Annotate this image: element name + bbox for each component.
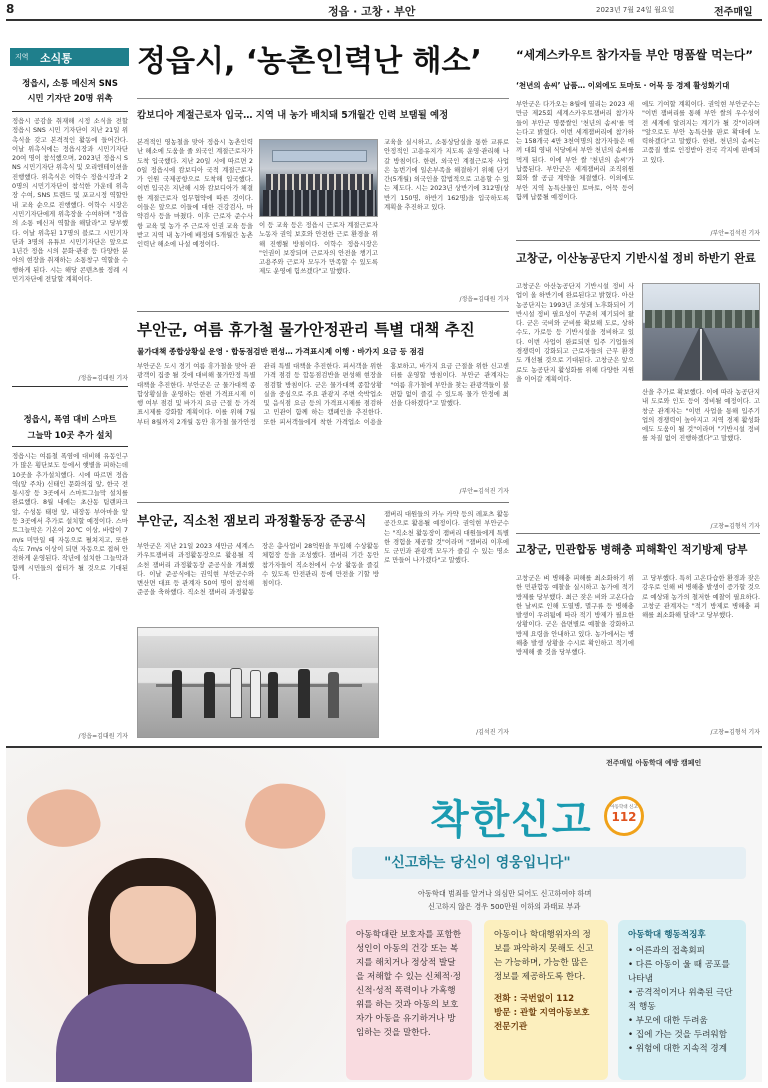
side1-rule: [12, 111, 128, 112]
person-7: [328, 672, 339, 718]
person-2: [204, 672, 215, 718]
box-report-text: 아동이나 학대행위자의 정보를 파악하지 못해도 신고는 가능하며, 가능한 많은 정보를 제공하도록 한다.: [494, 930, 594, 982]
right3-top-rule: [516, 533, 760, 534]
lead-subtitle: 캄보디아 계절근로자 입국… 지역 내 농가 배치돼 5개월간 인력 보탬될 예정: [137, 110, 449, 121]
buan2-byline: /김석진 기자: [476, 729, 509, 736]
right2-photo-road: [642, 283, 760, 381]
person-6: [298, 669, 310, 718]
lead-rule: [137, 98, 509, 99]
ad-campaign-label: 전주매일 아동학대 예방 캠페인: [606, 759, 702, 767]
ad-box-definition: [346, 920, 472, 1080]
side2-title: 정읍시, 폭염 대비 스마트 그늘막 10곳 추가 설치: [23, 414, 117, 440]
badge-number: 112: [611, 810, 637, 824]
side1-title: 정읍시, 소통 메신저 SNS 시민 기자단 20명 위촉: [22, 78, 118, 103]
box-definition-text: 아동학대란 보호자를 포함한 성인이 아동의 건강 또는 복지를 해치거나 정상적 발달을 저해할 수 있는 신체적·정신적·성적 폭력이나 가혹행위를 하는 것과 아동의 보호자가 아동을 유기하거나 방임하는 것을 말한다.: [356, 930, 462, 1038]
right2-body-2: 산을 추가로 확보했다. 이에 따라 농공단지 내 도로와 인도 등이 정비될 예정이다. 고창군 관계자는 "이번 사업을 통해 입주기업의 경쟁력이 높아지고 지역 경제 활성화에도 도움이 될 것"이라며 "기반시설 정비를 차질 없이 진행하겠다"고 말했다.: [642, 388, 760, 443]
child-dress: [56, 984, 252, 1082]
right1-body-2: 에도 기여할 계획이다. 권익현 부안군수는 "이번 잼버리를 통해 부안 쌀의 우수성이 전 세계에 알려지는 계기가 될 것"이라며 "앞으로도 부안 농특산물 판로 확대에 노력하겠다"고 말했다. 한편, 천년의 솜씨는 고품질 쌀로 인정받아 전국 각지에 판매되고 있다.: [642, 100, 760, 164]
lead-photo-workers: [259, 139, 378, 217]
sidebar-title: 소식통: [40, 52, 72, 65]
sidebar-banner: [10, 48, 129, 66]
right2-top-rule: [516, 240, 760, 241]
side1-byline: /정읍=김대원 기자: [78, 375, 128, 382]
adult-hand-left: [21, 781, 105, 858]
right1-subtitle: ‘천년의 솜씨’ 납품… 이외에도 토마토 · 어묵 등 경제 활성화기대: [516, 81, 730, 90]
ad-logo-title: 착한신고: [430, 797, 593, 843]
page-number: 8: [6, 2, 15, 16]
ad-desc-1: 아동학대 범죄를 알거나 의심만 되어도 신고하여야 하며: [418, 889, 592, 898]
buan1-subtitle: 물가대책 종합상황실 운영 · 합동점검반 편성… 가격표시제 이행 · 바가지 요금 등 점검: [137, 347, 425, 356]
lead-byline: /정읍=김대원 기자: [459, 296, 509, 303]
right3-body: 고창군은 벼 병해충 피해를 최소화하기 위한 민관합동 예찰을 실시하고 농가에 적기 방제를 당부했다. 최근 잦은 비와 고온다습한 날씨로 인해 도열병, 멸구류 등 병해충 발생이 우려됨에 따라 적기 방제가 필요한 상황이다. 군은 읍면별로 예찰을 강화하고 방제 요령을 안내하고 있다. 농가에서는 병해충 발생 상황을 수시로 확인하고 적기에 방제해 줄 것을 당부했다.: [516, 574, 634, 657]
person-3: [230, 668, 242, 718]
person-1: [172, 670, 182, 718]
sign-item: • 집에 가는 것을 두려워함: [628, 1030, 728, 1040]
right2-body: 고창군은 아산농공단지 기반시설 정비 사업이 올 하반기에 완료된다고 밝혔다. 아산농공단지는 1993년 조성돼 노후화되어 기반시설 정비 필요성이 꾸준히 제기되어 왔다. 군은 국비와 군비를 확보해 도로, 상하수도, 가로등 등 기반시설을 정비하고 있다. 이번 사업이 완료되면 입주 기업들의 경쟁력이 강화되고 근로자들의 근무 환경도 개선될 것으로 기대된다. 고창군은 앞으로도 농공단지 활성화를 위해 다양한 지원을 이어갈 계획이다.: [516, 282, 634, 383]
ad-box-report: [484, 920, 608, 1080]
box-signs-title: 아동학대 행동적징후: [628, 930, 706, 940]
ad-box-signs: [618, 920, 746, 1080]
lead-title: 정읍시, ‘농촌인력난 해소’: [137, 44, 482, 79]
section-name: 정읍 · 고창 · 부안: [328, 5, 416, 18]
sign-item: • 공격적이거나 위축된 극단적 행동: [628, 988, 733, 1012]
header-rule: [6, 19, 762, 21]
side2-body: 정읍시는 여름철 폭염에 대비해 유동인구가 많은 횡단보도 등에서 햇볕을 피하는데 10곳을 추가설치했다. 시에 따르면 정읍역(앞 주차) 신태인 문화의집 앞, 한국 전통시장 등 3곳에서 스마트그늘막 설치를 완료했다. 8월 내에는 초산동 팀랜파크 앞, 수성동 태평 앞, 내장동 부아마을 앞 등 3곳에서 추가로 설치할 예정이다. 스마트그늘막은 기온이 20℃ 이상, 바람이 7m/s 미만일 때 자동으로 펼쳐지고, 또한 속도 7m/s 이상이 되면 자동으로 접혀 안전하게 운영된다. 작년에 설치한 그늘막과 함께 시민들의 쉼터가 될 것으로 기대된다.: [12, 452, 128, 581]
paper-name: 전주매일: [714, 7, 753, 18]
ad-112-badge: [604, 796, 644, 836]
photo-banner: [272, 150, 367, 162]
issue-date: 2023년 7월 24일 월요일: [596, 6, 675, 14]
lead-body-2: 이 등 교육 등은 정읍시 근로자 계절근로자 노동자 권익 보호와 안전한 근로 환경을 위해 진행될 방침이다. 이학수 정읍시장은 "인권이 보장되며 근로자의 안전을 챙기고 고용주와 근로자 모두가 만족할 수 있도록 제도 운영에 힘쓰겠다"고 말했다.: [259, 221, 378, 276]
page-header: [0, 0, 768, 20]
right1-title: “세계스카우트 참가자들 부안 명품쌀 먹는다”: [516, 48, 754, 62]
sign-item: • 다른 아동이 울 때 공포를 나타냄: [628, 960, 730, 984]
right1-byline: /부안=김석진 기자: [710, 230, 760, 237]
photo-trees: [645, 310, 759, 328]
buan1-body: 부안군은 도시 경기 여름 휴가철을 맞아 관광객이 집중 될 것에 대비해 물가안정 특별대책을 추진한다. 부안군은 군 물가대책 종합상황실을 운영하는 한편 가격표시제 이행 여부 점검 및 바가지 요금 근절 등 가격표시제를 강화할 계획이다. 이를 위해 7월부터 8월까지 2개월 동안 휴가철 물가안정관리 특별 대책을 추진한다. 피서객을 위한 가격 점검 등 합동점검반을 편성해 현장을 점검할 방침이다. 군은 물가대책 종합상황실을 중심으로 주요 관광지 주변 숙박업소 및 음식점 요금 등의 가격표시제를 점검하고 민관이 함께 하는 캠페인을 추진한다. 또한 피서객들에게 착한 가격업소 이용을 홍보하고, 바가지 요금 근절을 위한 신고센터를 운영할 방침이다. 부안군 관계자는 "여름 휴가철에 부안을 찾는 관광객들이 불편함 없이 즐길 수 있도록 물가 안정에 최선을 다하겠다"고 말했다.: [137, 362, 509, 426]
person-5: [268, 672, 278, 718]
side2-rule: [12, 446, 128, 447]
buan2-title: 부안군, 직소천 잼보리 과정활동장 준공식: [137, 513, 367, 528]
adult-hand-right: [240, 775, 331, 859]
right2-byline: /고창=김형석 기자: [710, 523, 760, 530]
side-divider: [12, 386, 128, 387]
side2-byline: /정읍=김대원 기자: [78, 733, 128, 740]
buan1-title: 부안군, 여름 휴가철 물가안정관리 특별 대책 추진: [137, 321, 475, 339]
sign-item: • 부모에 대한 두려움: [628, 1016, 708, 1026]
ad-slogan: "신고하는 당신이 영웅입니다": [384, 855, 571, 871]
buan2-photo-ceremony: [137, 627, 379, 738]
photo-crowd-row1: [266, 174, 373, 190]
campaign-ad: [6, 746, 762, 1082]
ad-desc-2: 신고하지 않은 경우 500만원 이하의 과태료 부과: [428, 902, 581, 911]
buan1-byline: /부안=김석진 기자: [459, 488, 509, 495]
right2-title: 고창군, 이산농공단지 기반시설 정비 하반기 완료: [516, 252, 756, 265]
right1-body: 부안군은 다가오는 8월에 열리는 2023 새만금 제25회 세계스카우트잼버리 참가자들이 부안군 명품쌀인 '천년의 솜씨'를 먹는다고 밝혔다. 이번 세계잼버리에 참가하는 158개국 4만 3천여명의 참가자들은 매끼 대회 영내 식당에서 부안 천년의 솜씨를 먹게 된다. 이에 부안 쌀 '천년의 솜씨'가 납품된다. 부안군은 세계잼버리 조직위원회와 쌀 공급 계약을 체결했다. 이외에도 부안 지역 농특산물인 토마토, 어묵 등이 함께 납품될 예정이다.: [516, 100, 634, 201]
lead-body-3: 교육을 실시하고, 소통상담실을 통한 교류로 안정적인 고용유지가 지도록 운영·관리해 나갈 방침이다. 한편, 외국인 계절근로자 사업은 농번기에 일손부족을 해결하기 위해 단기간(5개월) 외국인을 합법적으로 고용할 수 있는 제도다. 시는 2023년 상반기에 312명(상반기 150명, 하반기 162명)을 입국하도록 계획을 추진하고 있다.: [384, 138, 509, 212]
right3-title: 고창군, 민관합동 병해충 피해확인 적기방제 당부: [516, 543, 748, 556]
side1-body: 정읍시 공감을 취재해 시정 소식을 전할 정읍시 SNS 시민 기자단이 지난 21일 위촉식을 갖고 본격적인 활동에 들어간다. 이날 위촉식에는 정읍시장과 시민기자단 20여 명이 참석했으며, 2023년 정읍시 SNS 시민기자단 위촉식 및 오리엔테이션을 진행했다. 위촉식은 이학수 정읍시장과 20명의 시민기자단이 참석한 가운데 위촉장 수여, SNS 트렌드 및 포교시정 역할안내 교육 순으로 진행했다. 이학수 시장은 시민기자단에게 위촉장을 수여하며 "정읍의 소통 메신저 역할을 해달라"고 당부했다. 이날 위촉된 17명의 블로그 시민기자단과 3명의 유튜브 시민기자단은 앞으로 1년간 정읍 시의 문화·관광 등 다양한 분야의 현장을 취재하는 소통창구 역할을 수행하게 된다. 시는 해당 콘텐츠를 정례 시민기자단에 전달할 계획이다.: [12, 117, 128, 284]
lead-body-1: 본격적인 영농철을 맞아 정읍시 농촌인력난 해소에 도움을 줄 외국인 계절근로자가 도착 입국했다. 지난 20일 시에 따르면 20일 정읍시에 캄보디아 국적 계절근로자가 인원 국제공항으로 도착해 입국했다. 이번 입국은 지난해 시와 캄보디아가 체결한 계절근로자 업무협약에 따른 것이다. 이들은 앞으로 이들에 대한 건강검사, 마약검사 등을 마쳤다. 이후 근로자 준수사항 교육 및 농가 주 근로자 인권 교육 등을 받고 지역 내 농가에 배정돼 5개월간 농촌인력난 해소에 나설 예정이다.: [137, 138, 253, 249]
buan2-body-2: 잼버리 대원들의 카누 카약 등의 레포츠 활동 공간으로 활용될 예정이다. 권익현 부안군수는 "직소천 활동장이 잼버리 대원들에게 특별한 경험을 제공할 것"이라며 "잼버리 이후에도 군민과 관광객 모두가 즐길 수 있는 명소로 만들어 나가겠다"고 말했다.: [384, 510, 509, 565]
photo-hills: [138, 636, 379, 668]
box-report-visit: 방문 : 관할 지역아동보호 전문기관: [494, 1008, 590, 1032]
buan2-body: 부안군은 지난 21일 2023 새만금 세계스카우트잼버리 과정활동장으로 활용될 직소천 잼버리 과정활동장 준공식을 개최했다. 이날 준공식에는 권익현 부안군수와 변산면 대표 등 관계자 50여 명이 참석해 준공을 축하했다. 직소천 잼버리 과정활동장은 총사업비 28억원을 투입해 수상활동 체험장 등을 조성했다. 잼버리 기간 동안 참가자들이 직소천에서 수상 활동을 즐길 수 있도록 안전관리 등에 만전을 기할 방침이다.: [137, 542, 379, 597]
ad-photo-child: [6, 748, 346, 1082]
badge-caption: 아동학대 신고: [610, 805, 638, 810]
box-report-phone: 전화 : 국번없이 112: [494, 994, 575, 1004]
sign-item: • 어른과의 접촉회피: [628, 946, 705, 956]
child-face-hands: [110, 886, 196, 964]
sign-item: • 위험에 대한 지속적 경계: [628, 1044, 728, 1054]
sidebar-tag: 지역: [15, 53, 29, 61]
photo-road-line: [700, 329, 702, 381]
right3-byline: /고창=김형석 기자: [710, 729, 760, 736]
photo-crowd-row2: [263, 190, 376, 216]
buan1-top-rule: [137, 311, 509, 312]
person-4: [250, 670, 261, 718]
buan2-top-rule: [137, 502, 509, 503]
right3-body-2: 고 당부했다. 특히 고온다습한 환경과 잦은 강우로 인해 벼 병해충 발생이 증가할 것으로 예상돼 농가의 철저한 예찰이 필요하다. 고창군 관계자는 "적기 방제로 병해충 피해를 최소화해 달라"고 당부했다.: [642, 574, 760, 620]
